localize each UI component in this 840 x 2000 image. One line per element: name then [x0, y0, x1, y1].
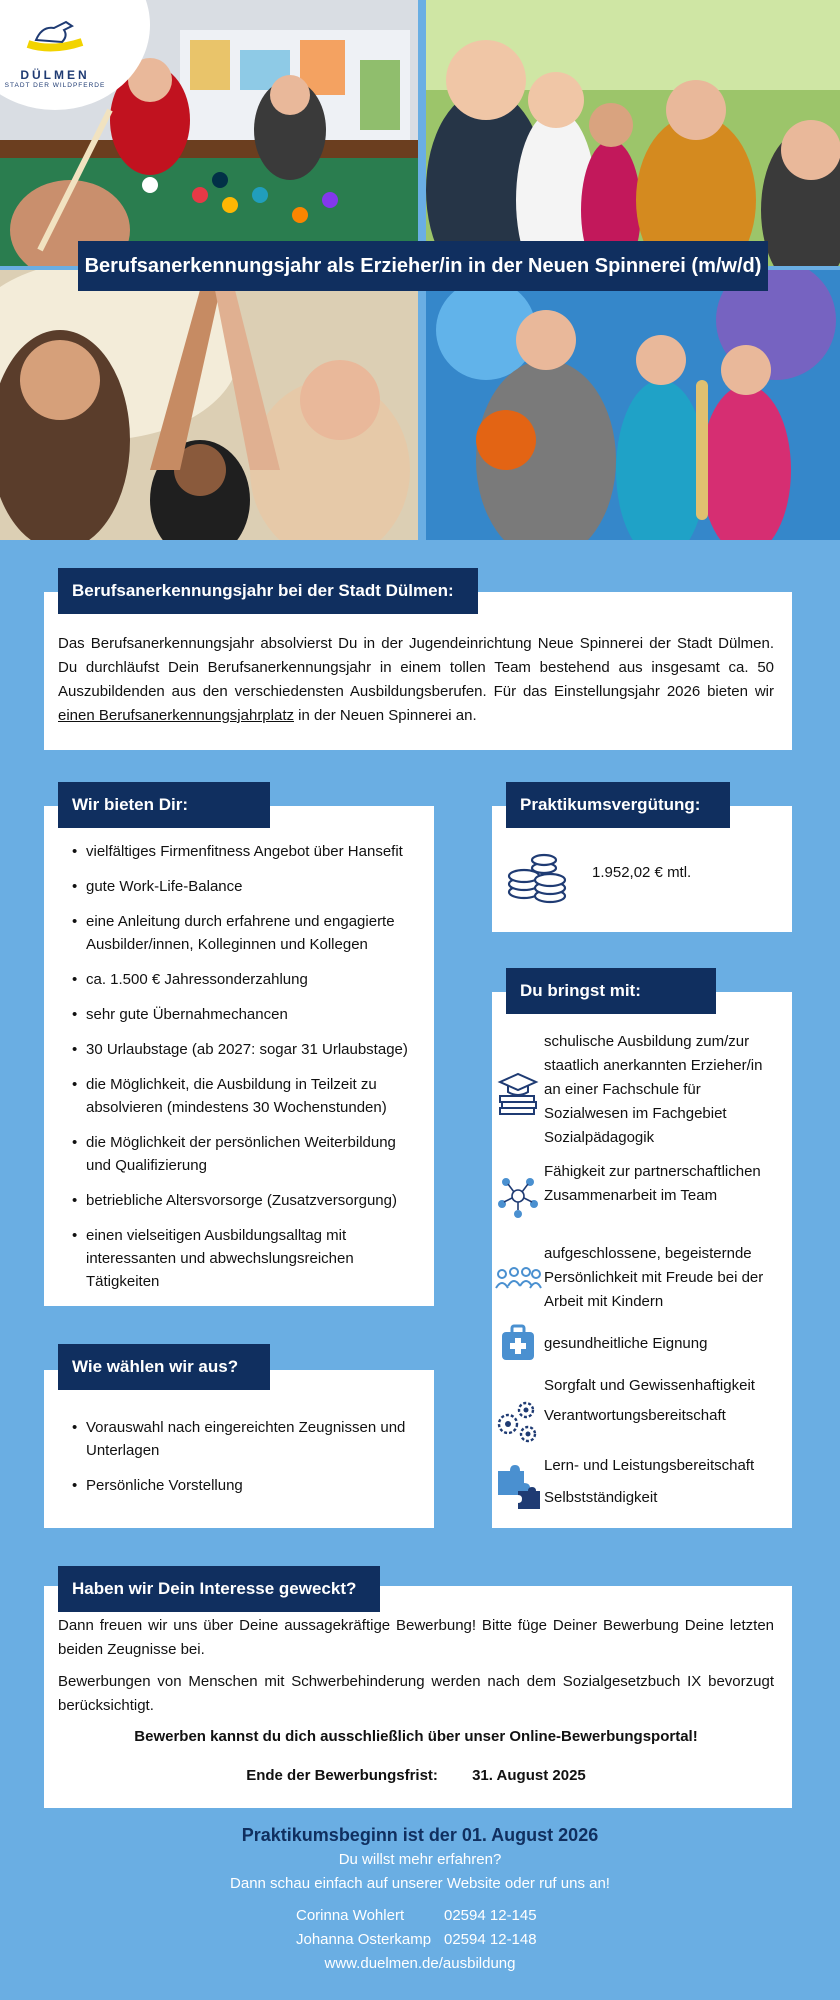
list-item: • 30 Urlaubstage (ab 2027: sogar 31 Urlaubstage)	[70, 1038, 424, 1061]
graduation-books-icon	[494, 1068, 542, 1116]
photo-teens-graffiti	[426, 270, 840, 540]
pay-amount: 1.952,02 € mtl.	[592, 864, 692, 881]
requirement-performance: Lern- und Leistungsbereitschaft Selbstständigkeit	[492, 1454, 792, 1520]
gears-people-icon	[494, 1398, 542, 1446]
intro-heading: Berufsanerkennungsjahr bei der Stadt Dülmen:	[58, 568, 478, 614]
list-item: • sehr gute Übernahmechancen	[70, 1003, 424, 1026]
deadline-value: 31. August 2025	[472, 1767, 586, 1784]
requirement-education: schulische Ausbildung zum/zur staatlich anerkannten Erzieher/in an einer Fachschule für Sozialwesen im Fachgebiet Sozialpädagogik	[492, 1030, 792, 1154]
contact-name: Corinna Wohlert	[296, 1907, 405, 1924]
deadline-row	[58, 1767, 774, 1784]
requirement-health: gesundheitliche Eignung	[492, 1322, 792, 1366]
logo-subtitle: STADT DER WILDPFERDE	[4, 82, 106, 89]
list-item: • ca. 1.500 € Jahressonderzahlung	[70, 968, 424, 991]
photo-group-outdoors	[426, 0, 840, 266]
deadline-label: Ende der Bewerbungsfrist:	[246, 1767, 438, 1784]
bring-card	[492, 992, 792, 1528]
footer	[0, 1825, 840, 1976]
logo-city-name: DÜLMEN	[20, 68, 90, 82]
coins-icon	[506, 848, 568, 904]
selection-list	[70, 1416, 424, 1509]
list-item: • die Möglichkeit der persönlichen Weiterbildung und Qualifizierung	[70, 1131, 424, 1177]
list-item: • einen vielseitigen Ausbildungsalltag mit interessanten und abwechslungsreichen Tätigkeiten	[70, 1224, 424, 1293]
hero-title: Berufsanerkennungsjahr als Erzieher/in in der Neuen Spinnerei (m/w/d)	[78, 241, 768, 291]
bring-heading: Du bringst mit:	[506, 968, 716, 1014]
footer-line-1: Du willst mehr erfahren?	[338, 1851, 502, 1868]
contact-phone[interactable]: 02594 12-148	[444, 1931, 537, 1948]
interest-card	[44, 1586, 792, 1808]
intro-text: Das Berufsanerkennungsjahr absolvierst Du in der Jugendeinrichtung Neue Spinnerei der Stadt Dülmen. Du durchläufst Dein Berufsanerkennungsjahr in einem tollen Team bestehend aus insgesamt ca. 50 Auszubildenden aus den verschiedensten Ausbildungsberufen. Für das Einstellungsjahr 2026 bieten wir einen Berufsanerkennungsjahrplatz in der Neuen Spinnerei an.	[58, 635, 774, 724]
medical-kit-icon	[494, 1320, 542, 1368]
offer-card	[44, 806, 434, 1306]
list-item: • die Möglichkeit, die Ausbildung in Teilzeit zu absolvieren (mindestens 30 Wochenstunden)	[70, 1073, 424, 1119]
photo-high-five	[0, 270, 418, 540]
contact-name: Johanna Osterkamp	[296, 1931, 432, 1948]
contact-row	[0, 1928, 840, 1952]
interest-heading: Haben wir Dein Interesse geweckt?	[58, 1566, 380, 1612]
start-date: Praktikumsbeginn ist der 01. August 2026	[241, 1825, 599, 1845]
portal-notice: Bewerben kannst du dich ausschließlich über unser Online-Bewerbungsportal!	[134, 1728, 698, 1745]
requirement-diligence: Sorgfalt und Gewissenhaftigkeit Verantwortungsbereitschaft	[492, 1374, 792, 1470]
list-item: • Vorauswahl nach eingereichten Zeugnissen und Unterlagen	[70, 1416, 424, 1462]
offer-heading: Wir bieten Dir:	[58, 782, 270, 828]
selection-heading: Wie wählen wir aus?	[58, 1344, 270, 1390]
website-link[interactable]: www.duelmen.de/ausbildung	[324, 1955, 516, 1972]
contact-row	[0, 1904, 840, 1928]
list-item: • gute Work-Life-Balance	[70, 875, 424, 898]
footer-line-2: Dann schau einfach auf unserer Website oder ruf uns an!	[230, 1875, 610, 1892]
puzzle-icon	[494, 1463, 542, 1511]
pay-heading: Praktikumsvergütung:	[506, 782, 730, 828]
offer-list	[70, 840, 424, 1305]
list-item: • betriebliche Altersvorsorge (Zusatzversorgung)	[70, 1189, 424, 1212]
list-item: • eine Anleitung durch erfahrene und engagierte Ausbilder/innen, Kolleginnen und Kollegen	[70, 910, 424, 956]
teamwork-network-icon	[494, 1172, 542, 1220]
people-group-icon	[494, 1254, 542, 1302]
requirement-teamwork: Fähigkeit zur partnerschaftlichen Zusammenarbeit im Team	[492, 1160, 792, 1232]
interest-text-2: Bewerbungen von Menschen mit Schwerbehinderung werden nach dem Sozialgesetzbuch IX bevorzugt berücksichtigt.	[58, 1673, 774, 1714]
contact-phone[interactable]: 02594 12-145	[444, 1907, 537, 1924]
interest-text-1: Dann freuen wir uns über Deine aussagekräftige Bewerbung! Bitte füge Deiner Bewerbung Deine letzten beiden Zeugnisse bei.	[58, 1617, 774, 1658]
offer-link[interactable]: einen Berufsanerkennungsjahrplatz	[58, 707, 294, 724]
wild-horse-logo-icon	[22, 14, 88, 54]
hero-collage	[0, 0, 840, 540]
list-item: • Persönliche Vorstellung	[70, 1474, 424, 1497]
requirement-personality: aufgeschlossene, begeisternde Persönlichkeit mit Freude bei der Arbeit mit Kindern	[492, 1242, 792, 1314]
intro-card	[44, 592, 792, 750]
list-item: • vielfältiges Firmenfitness Angebot über Hansefit	[70, 840, 424, 863]
selection-card	[44, 1370, 434, 1528]
